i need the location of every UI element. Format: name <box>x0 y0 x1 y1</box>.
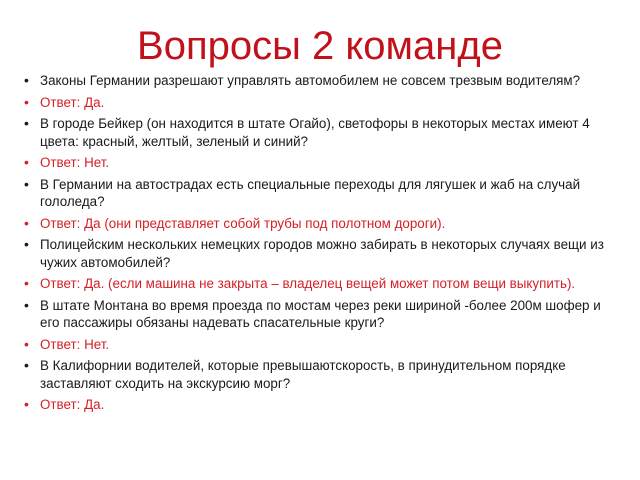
answer-item: • Ответ: Да. <box>24 94 612 112</box>
qa-list <box>24 72 612 418</box>
question-item: • Полицейским нескольких немецких городов можно забирать в некоторых случаях вещи из чужих автомобилей? <box>24 236 612 271</box>
answer-item: • Ответ: Да (они представляет собой трубы под полотном дороги). <box>24 215 612 233</box>
answer-item: • Ответ: Да. <box>24 396 612 414</box>
question-item: • В Калифорнии водителей, которые превышаютскорость, в принудительном порядке заставляют сходить на экскурсию морг? <box>24 357 612 392</box>
question-item: • В Германии на автострадах есть специальные переходы для лягушек и жаб на случай гололеда? <box>24 176 612 211</box>
question-item: • В штате Монтана во время проезда по мостам через реки шириной -более 200м шофер и его пассажиры обязаны надевать спасательные круги? <box>24 297 612 332</box>
question-item: • Законы Германии разрешают управлять автомобилем не совсем трезвым водителям? <box>24 72 612 90</box>
slide-title: Вопросы 2 команде <box>137 24 503 68</box>
answer-item: • Ответ: Нет. <box>24 154 612 172</box>
answer-item: • Ответ: Нет. <box>24 336 612 354</box>
question-item: • В городе Бейкер (он находится в штате Огайо), светофоры в некоторых местах имеют 4 цвета: красный, желтый, зеленый и синий? <box>24 115 612 150</box>
answer-item: • Ответ: Да. (если машина не закрыта – владелец вещей может потом вещи выкупить). <box>24 275 612 293</box>
